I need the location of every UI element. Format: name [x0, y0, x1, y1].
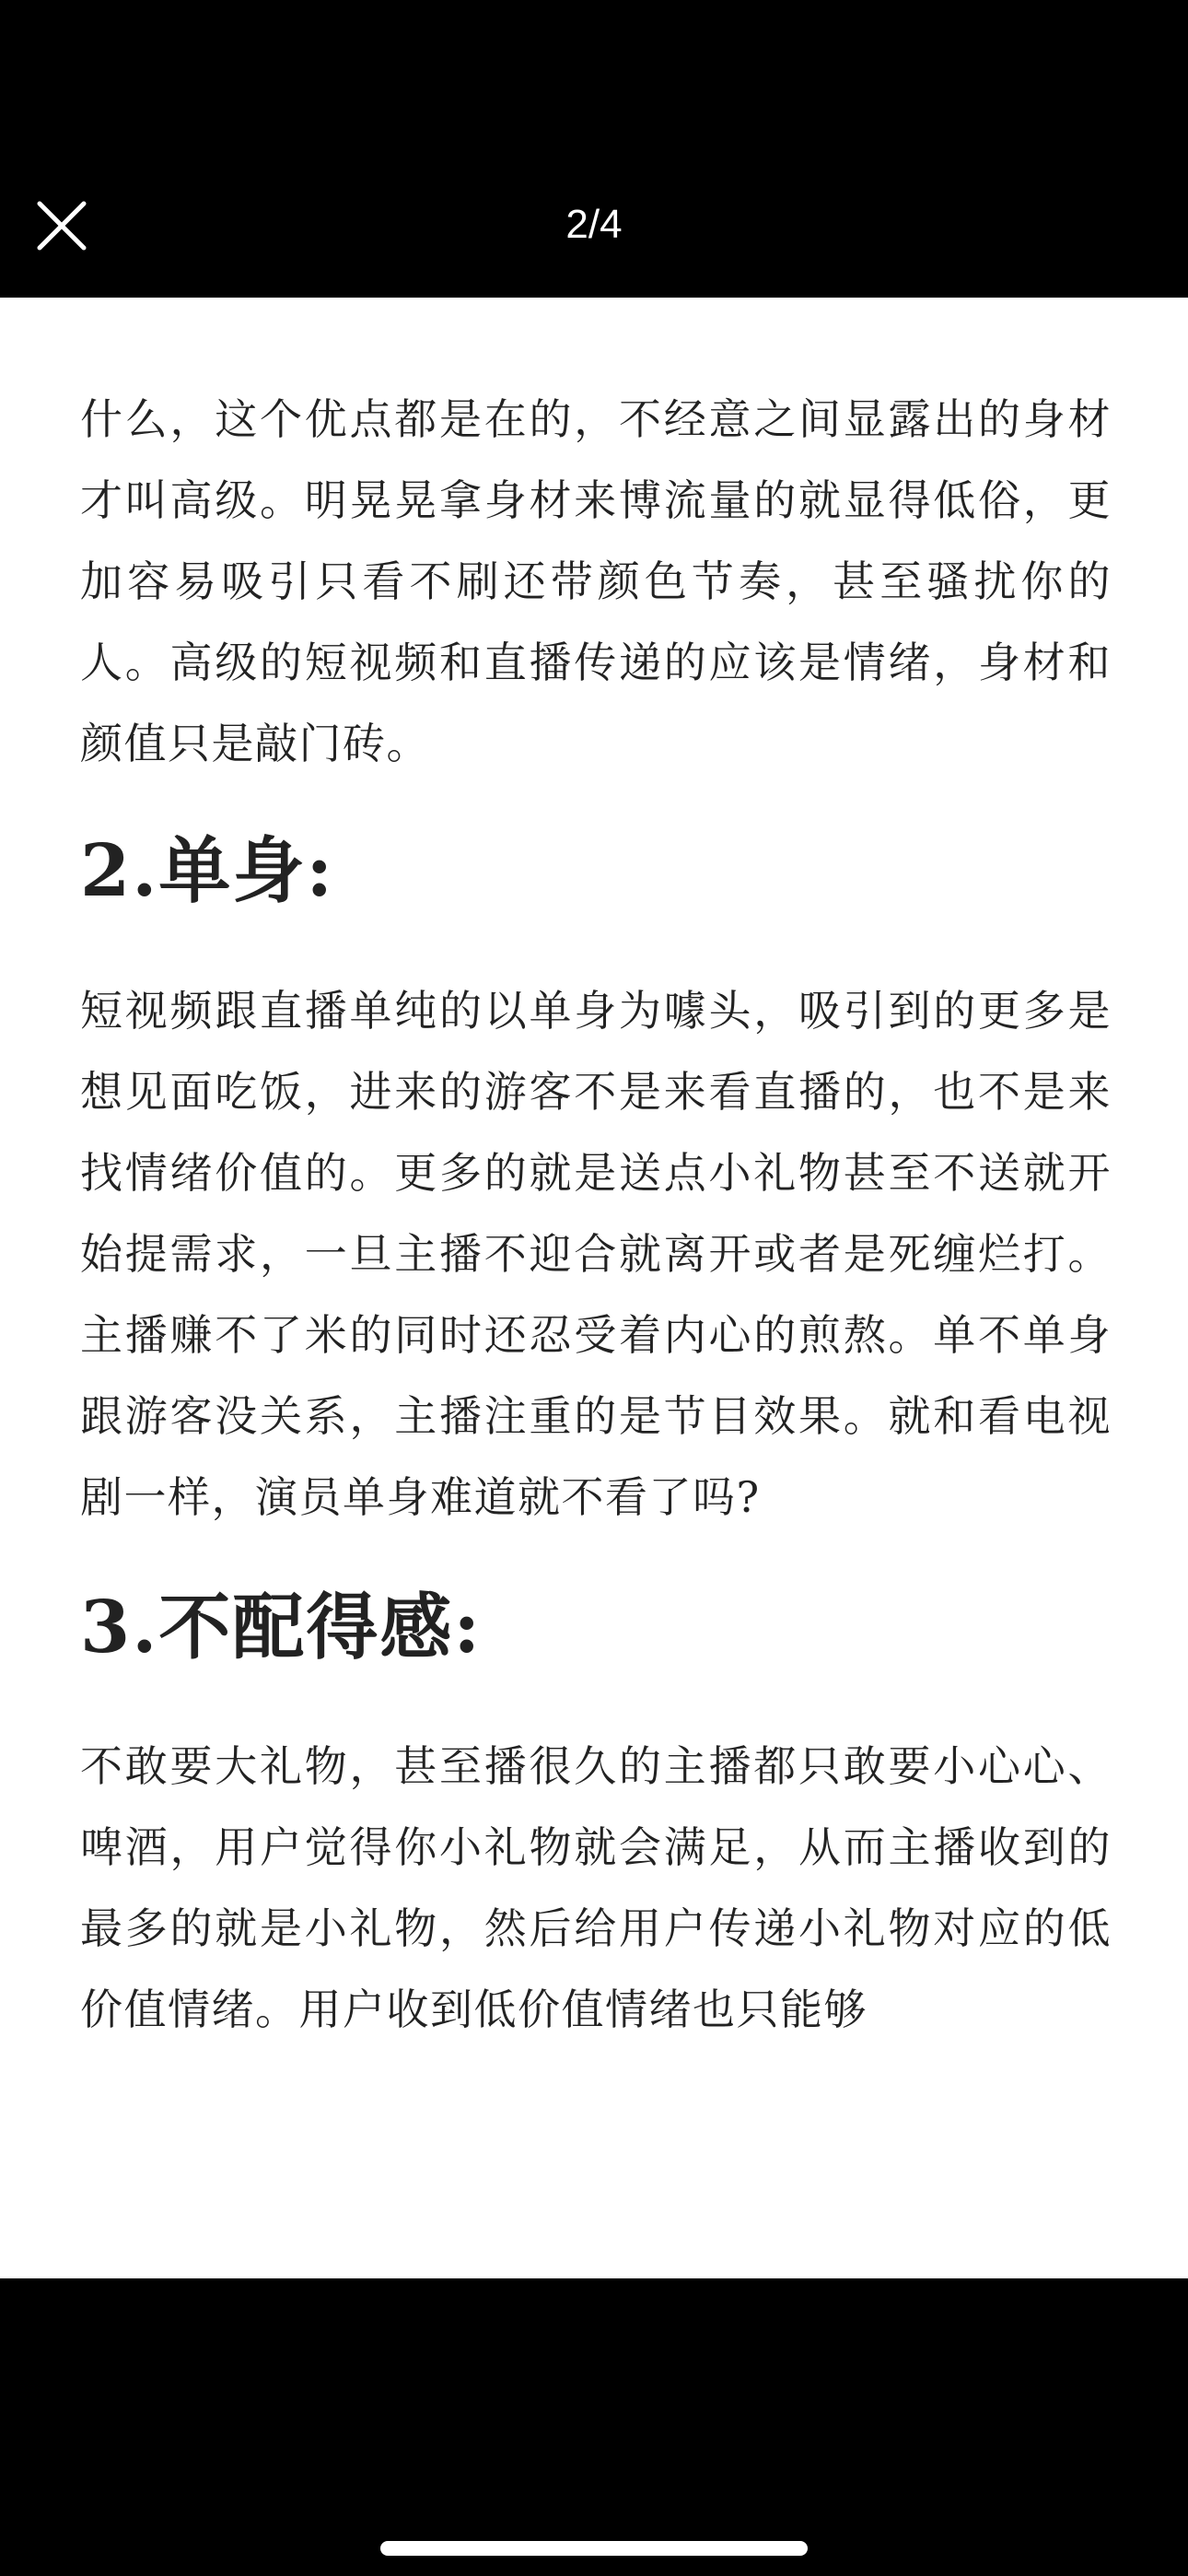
section-heading-single: 2.单身:	[80, 829, 335, 913]
bottom-bar	[0, 2278, 1188, 2576]
paragraph-2: 短视频跟直播单纯的以单身为噱头，吸引到的更多是想见面吃饭，进来的游客不是来看直播的，也不是来找情绪价值的。更多的就是送点小礼物甚至不送就开始提需求，一旦主播不迎合就离开或者是死缠烂打。主播赚不了米的同时还忍受着内心的煎熬。单不单身跟游客没关系，主播注重的是节目效果。就和看电视剧一样，演员单身难道就不看了吗?	[80, 986, 1112, 1522]
article-body	[80, 379, 1112, 2050]
top-bar	[0, 0, 1188, 298]
paragraph-3: 不敢要大礼物，甚至播很久的主播都只敢要小心心、啤酒，用户觉得你小礼物就会满足，从而主播收到的最多的就是小礼物，然后给用户传递小礼物对应的低价值情绪。用户收到低价值情绪也只能够	[80, 1741, 1112, 2034]
article-page[interactable]	[0, 298, 1188, 2278]
page-indicator: 2/4	[565, 202, 623, 247]
paragraph-1: 什么，这个优点都是在的，不经意之间显露出的身材才叫高级。明晃晃拿身材来博流量的就显得低俗，更加容易吸引只看不刷还带颜色节奏，甚至骚扰你的人。高级的短视频和直播传递的应该是情绪，身材和颜值只是敲门砖。	[80, 394, 1112, 768]
section-heading-unworthiness: 3.不配得感:	[80, 1586, 483, 1669]
home-indicator[interactable]	[380, 2541, 808, 2556]
